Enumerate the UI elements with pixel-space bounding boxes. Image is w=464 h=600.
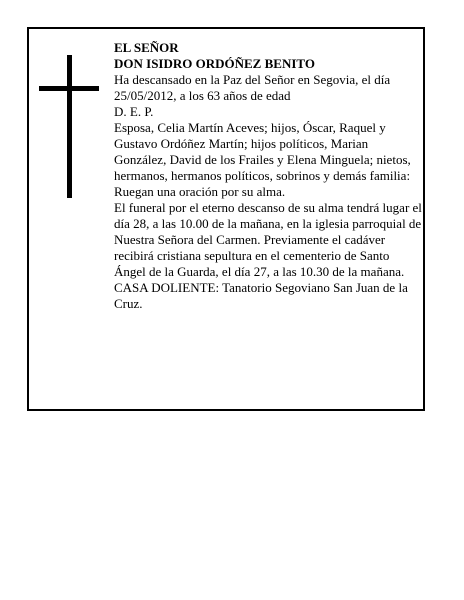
deceased-name: DON ISIDRO ORDÓÑEZ BENITO [114, 56, 315, 71]
notice-text [114, 40, 422, 312]
rest-in-peace: D. E. P. [114, 104, 154, 119]
cross-icon [39, 55, 99, 198]
cross-vertical-bar [67, 55, 72, 198]
notice-title: EL SEÑOR [114, 40, 179, 55]
cross-horizontal-bar [39, 86, 99, 91]
death-announcement: Ha descansado en la Paz del Señor en Segovia, el día 25/05/2012, a los 63 años de edad [114, 72, 391, 103]
family-list: Esposa, Celia Martín Aceves; hijos, Óscar, Raquel y Gustavo Ordóñez Martín; hijos políticos, Marian González, David de los Frailes y Elena Minguela; nietos, hermanos, hermanos políticos, sobrinos y demás familia: [114, 120, 411, 183]
funeral-details: El funeral por el eterno descanso de su alma tendrá lugar el día 28, a las 10.00 de la mañana, en la iglesia parroquial de Nuestra Señora del Carmen. Previamente el cadáver recibirá cristiana sepultura en el cementerio de Santo Ángel de la Guarda, el día 27, a las 10.30 de la mañana. [114, 200, 422, 279]
obituary-notice [27, 27, 425, 411]
funeral-home: CASA DOLIENTE: Tanatorio Segoviano San Juan de la Cruz. [114, 280, 408, 311]
prayer-request: Ruegan una oración por su alma. [114, 184, 286, 199]
